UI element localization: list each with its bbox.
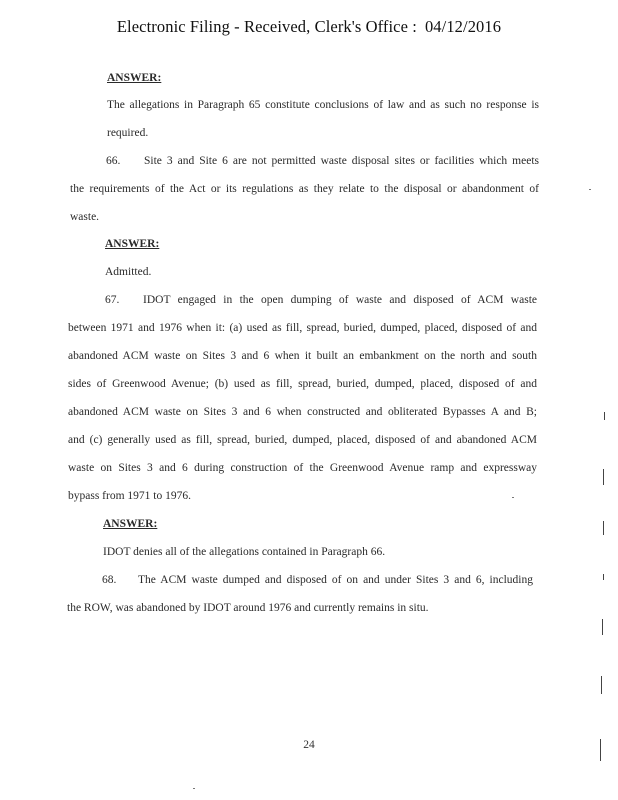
filing-stamp-header — [0, 17, 618, 37]
answer-heading-67: ANSWER: — [103, 518, 158, 530]
filing-stamp-title: Electronic Filing - Received, Clerk's Office : — [116, 17, 417, 36]
paragraph-68-line-1: The ACM waste dumped and disposed of on and under Sites 3 and 6, including — [138, 574, 533, 586]
paragraph-66-line-2: the requirements of the Act or its regulations as they relate to the disposal or abandonment of — [70, 183, 539, 195]
paragraph-67-line-4: sides of Greenwood Avenue; (b) used as fill, spread, buried, dumped, placed, disposed of and — [68, 378, 537, 390]
paragraph-67-line-7: waste on Sites 3 and 6 during construction of the Greenwood Avenue ramp and expressway — [68, 462, 537, 474]
paragraph-67-line-2: between 1971 and 1976 when it: (a) used as fill, spread, buried, dumped, placed, disposed of and — [68, 322, 537, 334]
scan-mark — [600, 739, 601, 761]
answer-66-text: Admitted. — [105, 266, 152, 278]
paragraph-67-number: 67. — [105, 294, 120, 306]
answer-67-text: IDOT denies all of the allegations contained in Paragraph 66. — [103, 546, 386, 558]
paragraph-67-line-6: and (c) generally used as fill, spread, buried, dumped, placed, disposed of and abandoned ACM — [68, 434, 537, 446]
paragraph-67-line-1: IDOT engaged in the open dumping of waste and disposed of ACM waste — [143, 294, 537, 306]
scan-mark — [602, 619, 603, 635]
answer-heading-65: ANSWER: — [107, 72, 162, 84]
scan-mark — [603, 469, 604, 485]
scan-mark — [603, 574, 604, 580]
paragraph-67-line-5: abandoned ACM waste on Sites 3 and 6 when constructed and obliterated Bypasses A and B; — [68, 406, 537, 418]
paragraph-68-number: 68. — [102, 574, 117, 586]
page-number: 24 — [303, 739, 315, 751]
scan-mark — [601, 676, 602, 694]
answer-65-line-2: required. — [107, 127, 149, 139]
scan-speck — [512, 497, 514, 498]
scan-speck — [589, 189, 591, 190]
scan-mark — [604, 412, 605, 420]
paragraph-66-number: 66. — [106, 155, 121, 167]
scan-mark — [603, 521, 604, 535]
paragraph-67-line-3: abandoned ACM waste on Sites 3 and 6 when it built an embankment on the north and south — [68, 350, 537, 362]
paragraph-66-line-1: Site 3 and Site 6 are not permitted waste disposal sites or facilities which meets — [144, 155, 539, 167]
paragraph-66-line-3: waste. — [70, 211, 100, 223]
answer-heading-66: ANSWER: — [105, 238, 160, 250]
answer-65-line-1: The allegations in Paragraph 65 constitute conclusions of law and as such no response is — [107, 99, 539, 111]
paragraph-68-line-2: the ROW, was abandoned by IDOT around 1976 and currently remains in situ. — [67, 602, 429, 614]
paragraph-67-line-8: bypass from 1971 to 1976. — [68, 490, 191, 502]
filing-date: 04/12/2016 — [424, 17, 502, 36]
scan-speck — [193, 788, 195, 789]
